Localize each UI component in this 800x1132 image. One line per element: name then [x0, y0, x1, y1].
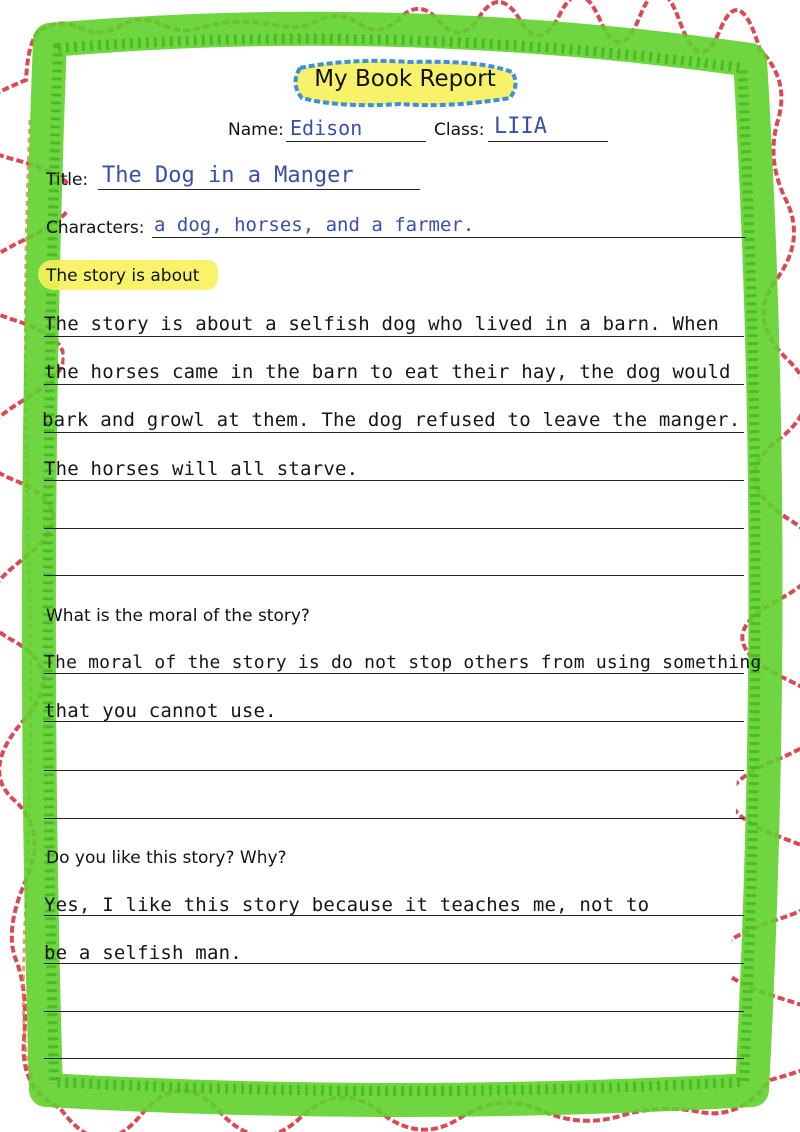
- moral-question: What is the moral of the story?: [46, 606, 310, 626]
- moral-rule-1: [44, 673, 744, 674]
- moral-rule-2: [44, 721, 744, 722]
- moral-rule-4: [44, 818, 744, 819]
- story-line-4: The horses will all starve.: [44, 458, 359, 480]
- like-line-2: be a selfish man.: [44, 942, 242, 964]
- report-title-badge: [290, 58, 520, 108]
- story-rule-4: [44, 480, 744, 481]
- story-rule-5: [44, 528, 744, 529]
- characters-value: a dog, horses, and a farmer.: [154, 214, 475, 236]
- story-rule-3: [44, 432, 744, 433]
- book-title-underline: [98, 189, 420, 190]
- story-line-1: The story is about a selfish dog who lived in a barn. When: [44, 313, 720, 335]
- moral-line-2: that you cannot use.: [44, 700, 277, 722]
- like-line-1: Yes, I like this story because it teaches me, not to: [44, 894, 650, 916]
- class-label: Class:: [434, 120, 485, 140]
- story-rule-1: [44, 336, 744, 337]
- moral-line-1: The moral of the story is do not stop others from using something: [44, 652, 762, 673]
- like-rule-3: [44, 1011, 744, 1012]
- class-value: LIIA: [494, 114, 547, 139]
- like-rule-2: [44, 963, 744, 964]
- moral-rule-3: [44, 770, 744, 771]
- story-heading: The story is about: [46, 266, 200, 286]
- like-rule-1: [44, 915, 744, 916]
- report-title: My Book Report: [314, 66, 496, 92]
- story-line-3: bark and growl at them. The dog refused to leave the manger.: [42, 409, 741, 431]
- like-question: Do you like this story? Why?: [46, 848, 287, 868]
- story-line-2: the horses came in the barn to eat their hay, the dog would: [44, 361, 731, 383]
- book-title-value: The Dog in a Manger: [102, 163, 354, 188]
- characters-label: Characters:: [46, 218, 145, 238]
- book-title-label: Title:: [46, 170, 89, 190]
- name-label: Name:: [228, 120, 284, 140]
- characters-underline: [152, 237, 746, 238]
- name-underline: [286, 141, 426, 142]
- story-rule-6: [44, 575, 744, 576]
- class-underline: [488, 141, 608, 142]
- name-value: Edison: [290, 116, 363, 140]
- story-rule-2: [44, 384, 744, 385]
- like-rule-4: [44, 1058, 744, 1059]
